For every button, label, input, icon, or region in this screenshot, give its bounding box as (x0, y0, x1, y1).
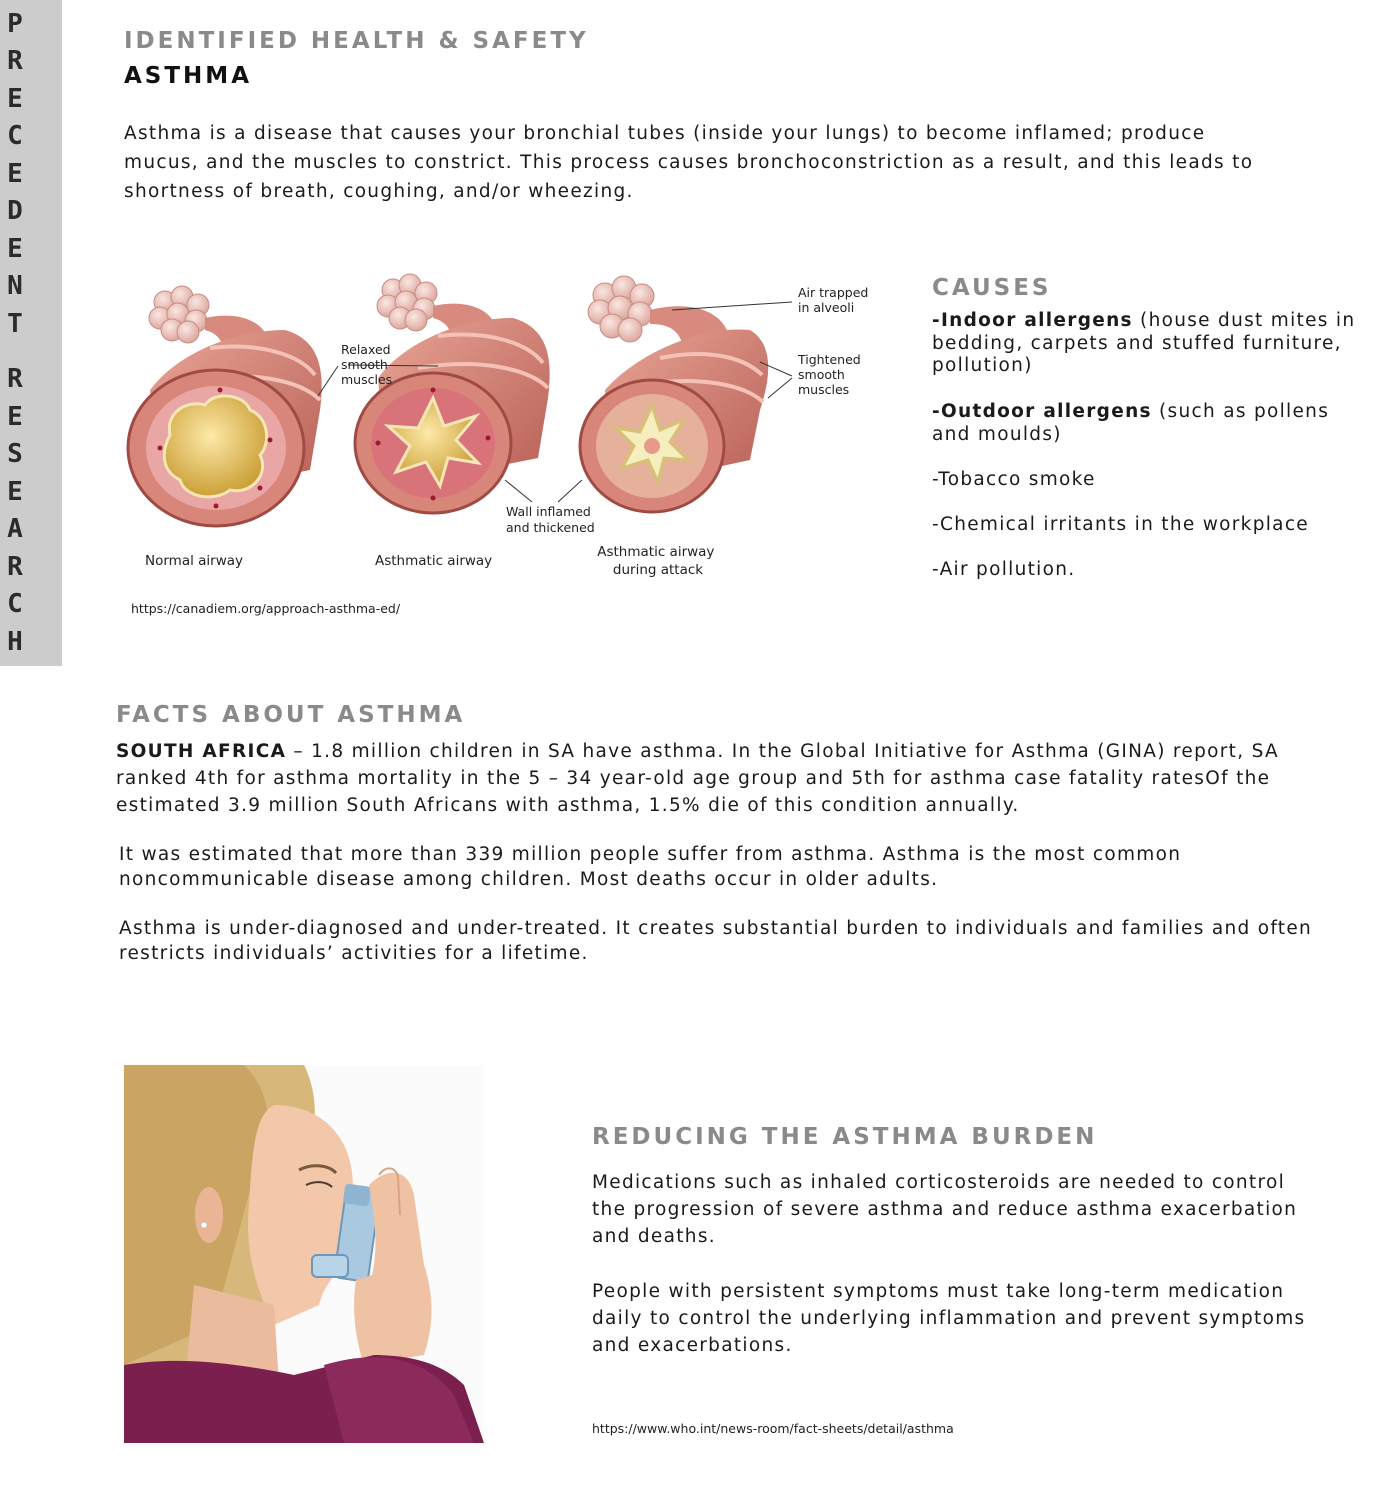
svg-text:Wall inflamed and thickene (506, 504, 595, 535)
label-wall-1: Wall inflamed (506, 504, 591, 519)
causes-heading: CAUSES (932, 275, 1052, 301)
label-air-trapped-2: in alveoli (798, 300, 855, 315)
reducing-heading: REDUCING THE ASTHMA BURDEN (592, 1124, 1098, 1150)
label-relaxed-3: muscles (341, 372, 393, 387)
cause-chemical: -Chemical irritants in the workplace (932, 514, 1309, 535)
sidebar-letter: E (7, 234, 23, 264)
asthmatic-airway-illustration (355, 274, 550, 513)
cause-tobacco: -Tobacco smoke (932, 469, 1096, 490)
sidebar-letter: H (7, 627, 23, 657)
facts-paragraph-3: Asthma is under-diagnosed and under-treated. It creates substantial burden to individuals and families and often restricts individuals’ activities for a lifetime. (119, 918, 1313, 964)
facts-south-africa (116, 738, 1326, 819)
svg-text:Air trapped in alveoli (798, 285, 872, 315)
cause-indoor (932, 310, 1362, 378)
normal-airway-illustration (128, 286, 322, 526)
sidebar-letter: E (7, 159, 23, 189)
sidebar-letter: D (7, 196, 23, 226)
label-relaxed-2: smooth (341, 357, 388, 372)
cause-outdoor-detail: (such as pollens and moulds) (932, 401, 1330, 445)
sidebar-letter: C (7, 121, 23, 151)
svg-text:Tightened smooth muscl (797, 352, 865, 397)
label-air-trapped-1: Air trapped (798, 285, 869, 300)
facts-sa-label: SOUTH AFRICA (116, 741, 287, 762)
sidebar-letter: A (7, 514, 23, 544)
reducing-paragraph-1: Medications such as inhaled corticosteroids are needed to control the progression of severe asthma and reduce asthma exacerbation and deaths. (592, 1172, 1298, 1247)
section-heading: IDENTIFIED HEALTH & SAFETY (124, 28, 589, 54)
sidebar-band (0, 0, 62, 666)
intro-paragraph: Asthma is a disease that causes your bronchial tubes (inside your lungs) to become inflamed; produce mucus, and the muscles to constrict. This process causes bronchoconstriction as a result, and this leads to shortness of breath, coughing, and/or wheezing. (124, 123, 1254, 202)
cause-air-pollution: -Air pollution. (932, 559, 1076, 580)
diagram-source-link[interactable]: https://canadiem.org/approach-asthma-ed/ (131, 601, 401, 616)
sidebar-letter: R (7, 552, 23, 582)
facts-sa-text: – 1.8 million children in SA have asthma. In the Global Initiative for Asthma (GINA) report, SA ranked 4th for asthma mortality in the 5 – 34 year-old age group and 5th for asthma case fatality ratesOf the estimated 3.9 million South Africans with asthma, 1.5% die of this condition annually. (116, 741, 1279, 816)
caption-normal-airway: Normal airway (145, 553, 244, 569)
caption-attack-2: during attack (612, 562, 704, 578)
cause-outdoor-label: -Outdoor allergens (932, 401, 1152, 422)
facts-heading: FACTS ABOUT ASTHMA (116, 702, 466, 728)
sidebar-letter: P (7, 9, 23, 39)
page-title: ASTHMA (124, 63, 252, 89)
reducing-paragraph-2: People with persistent symptoms must take long-term medication daily to control the underlying inflammation and prevent symptoms and exacerbations. (592, 1281, 1306, 1356)
svg-text:Relaxed smooth muscles (341, 342, 395, 387)
caption-attack-1: Asthmatic airway (597, 544, 715, 560)
sidebar-letter: C (7, 589, 23, 619)
sidebar-letter: S (7, 439, 23, 469)
label-tightened-3: muscles (798, 382, 850, 397)
cause-indoor-label: -Indoor allergens (932, 310, 1133, 331)
cause-indoor-detail: (house dust mites in bedding, carpets and stuffed furniture, pollution) (932, 310, 1356, 376)
facts-paragraph-2: It was estimated that more than 339 million people suffer from asthma. Asthma is the most common noncommunicable disease among children. Most deaths occur in older adults. (119, 844, 1182, 890)
sidebar-letter: E (7, 402, 23, 432)
who-source-link[interactable]: https://www.who.int/news-room/fact-sheets/detail/asthma (592, 1421, 954, 1436)
sidebar-letter: R (7, 46, 23, 76)
svg-text:Asthmatic airway during at (597, 544, 718, 578)
sidebar-letter: E (7, 84, 23, 114)
label-wall-2: and thickened (506, 520, 595, 535)
inhaler-photo (124, 1065, 484, 1443)
label-tightened-2: smooth (798, 367, 845, 382)
caption-asthmatic-airway: Asthmatic airway (375, 553, 493, 569)
sidebar-letter: E (7, 477, 23, 507)
label-relaxed-1: Relaxed (341, 342, 391, 357)
attack-airway-illustration (580, 276, 768, 512)
sidebar-letter: R (7, 364, 23, 394)
airway-diagram (120, 270, 880, 630)
label-tightened-1: Tightened (798, 352, 861, 367)
sidebar-letter: N (7, 271, 23, 301)
sidebar-letter: T (7, 309, 23, 339)
cause-outdoor (932, 401, 1362, 446)
